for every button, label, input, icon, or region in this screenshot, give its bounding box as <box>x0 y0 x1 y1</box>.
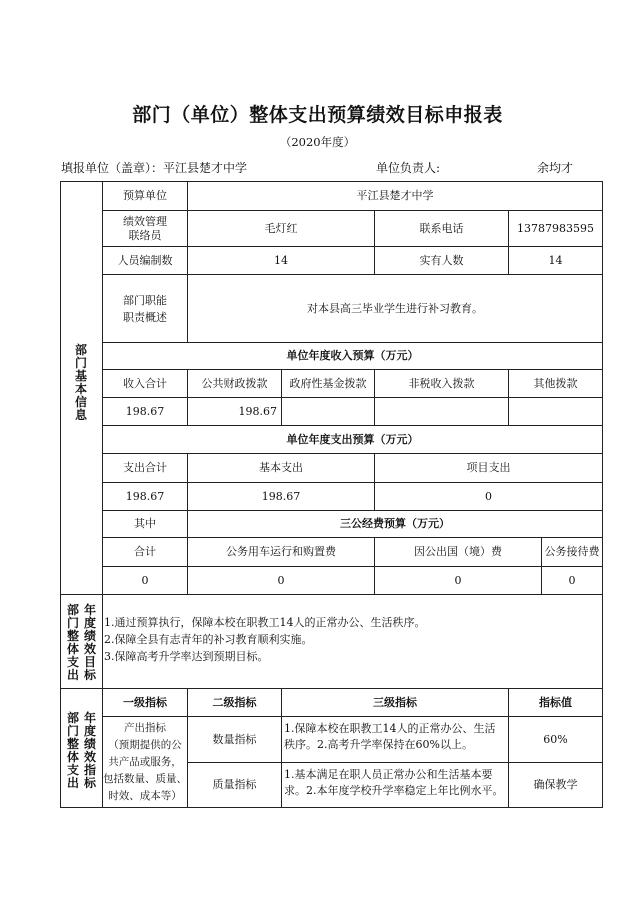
income-budget-title: 单位年度收入预算（万元） <box>286 349 419 362</box>
expense-header-project: 项目支出 <box>466 461 511 474</box>
income-header-other: 其他拨款 <box>533 376 578 390</box>
three-header-abroad: 因公出国（境）费 <box>414 545 502 558</box>
budget-unit-label: 预算单位 <box>123 189 167 202</box>
phone-label: 联系电话 <box>419 221 464 235</box>
annual-goal-item: 2.保障全县有志青年的补习教育顺利实施。 <box>104 633 313 646</box>
three-value-reception: 0 <box>568 573 576 587</box>
three-public-title: 三公经费预算（万元） <box>340 517 450 530</box>
annual-goals <box>104 614 426 665</box>
indicator-header-level2: 二级指标 <box>212 695 257 709</box>
expense-value-project: 0 <box>485 489 492 503</box>
income-header-public: 公共财政拨款 <box>201 376 268 390</box>
actual-label: 实有人数 <box>419 253 464 267</box>
expense-value-total: 198.67 <box>125 489 165 503</box>
income-value-fund <box>282 398 374 425</box>
three-public-left-label: 其中 <box>134 517 156 530</box>
phone-value: 13787983595 <box>517 221 594 235</box>
indicator-header-value: 指标值 <box>539 695 572 709</box>
staff-value: 14 <box>274 253 288 267</box>
indicator-label-a: 部 门 整 体 支 出 <box>66 711 79 790</box>
page-title: 部门（单位）整体支出预算绩效目标申报表 <box>132 104 503 126</box>
three-header-vehicle: 公务用车运行和购置费 <box>226 545 336 558</box>
indicator-level2-quantity: 数量指标 <box>212 732 257 746</box>
three-header-reception: 公务接待费 <box>544 545 600 558</box>
three-value-vehicle: 0 <box>277 573 285 587</box>
three-value-abroad: 0 <box>454 573 462 587</box>
income-header-fund: 政府性基金拨款 <box>289 376 367 390</box>
income-header-total: 收入合计 <box>123 376 167 390</box>
unit-head-value: 余均才 <box>537 161 574 175</box>
actual-value: 14 <box>548 253 563 267</box>
fill-unit-field <box>61 159 247 176</box>
three-header-total: 合计 <box>134 545 156 558</box>
expense-value-basic: 198.67 <box>261 489 301 503</box>
income-header-nontax: 非税收入拨款 <box>408 376 475 390</box>
indicator-level3-quantity: 1.保障本校在职教工14人的正常办公、生活 秩序。2.高考升学率保持在60%以上。 <box>284 722 496 751</box>
report-year: （2020年度） <box>279 135 356 149</box>
annual-goal-item: 1.通过预算执行，保障本校在职教工14人的正常办公、生活秩序。 <box>104 616 426 629</box>
expense-header-basic: 基本支出 <box>259 461 303 474</box>
contact-label: 绩效管理 联络员 <box>123 214 167 242</box>
annual-goal-label-a: 部 门 整 体 支 出 <box>66 603 79 682</box>
expense-header-total: 支出合计 <box>123 461 167 474</box>
indicator-header-level3: 三级指标 <box>373 695 417 709</box>
income-value-public: 198.67 <box>238 404 277 418</box>
basic-info-section-label: 部 门 基 本 信 息 <box>74 343 87 422</box>
income-value-other <box>509 398 602 425</box>
indicator-header-level1: 一级指标 <box>123 695 167 709</box>
indicator-label-b: 年 度 绩 效 指 标 <box>83 711 96 790</box>
indicator-value-quantity: 60% <box>543 732 568 746</box>
duty-label: 部门职能 职责概述 <box>123 293 167 324</box>
duty-value: 对本县高三毕业学生进行补习教育。 <box>307 301 483 315</box>
indicator-value-quality: 确保教学 <box>533 778 578 791</box>
contact-value: 毛灯红 <box>264 221 298 235</box>
budget-unit-value: 平江县楚才中学 <box>356 189 434 202</box>
staff-label: 人员编制数 <box>117 253 173 267</box>
indicator-level3-quality: 1.基本满足在职人员正常办公和生活基本要 求。2.本年度学校升学率稳定上年比例水平。 <box>284 768 504 797</box>
expense-budget-title: 单位年度支出预算（万元） <box>286 432 419 446</box>
indicator-level2-quality: 质量指标 <box>212 778 257 791</box>
indicator-level1-output: 产出指标 （预期提供的公 共产品或服务， 包括数量、质量、 时效、成本等） <box>103 721 187 802</box>
income-value-nontax <box>375 398 508 425</box>
annual-goal-item: 3.保障高考升学率达到预期目标。 <box>104 650 269 663</box>
fill-unit-value: 平江县楚才中学 <box>163 161 248 175</box>
fill-unit-label: 填报单位（盖章）： <box>61 161 164 175</box>
annual-goal-label-b: 年 度 绩 效 目 标 <box>83 603 96 682</box>
unit-head-label: 单位负责人: <box>376 161 441 175</box>
three-value-total: 0 <box>141 573 149 587</box>
income-value-total: 198.67 <box>125 404 165 418</box>
